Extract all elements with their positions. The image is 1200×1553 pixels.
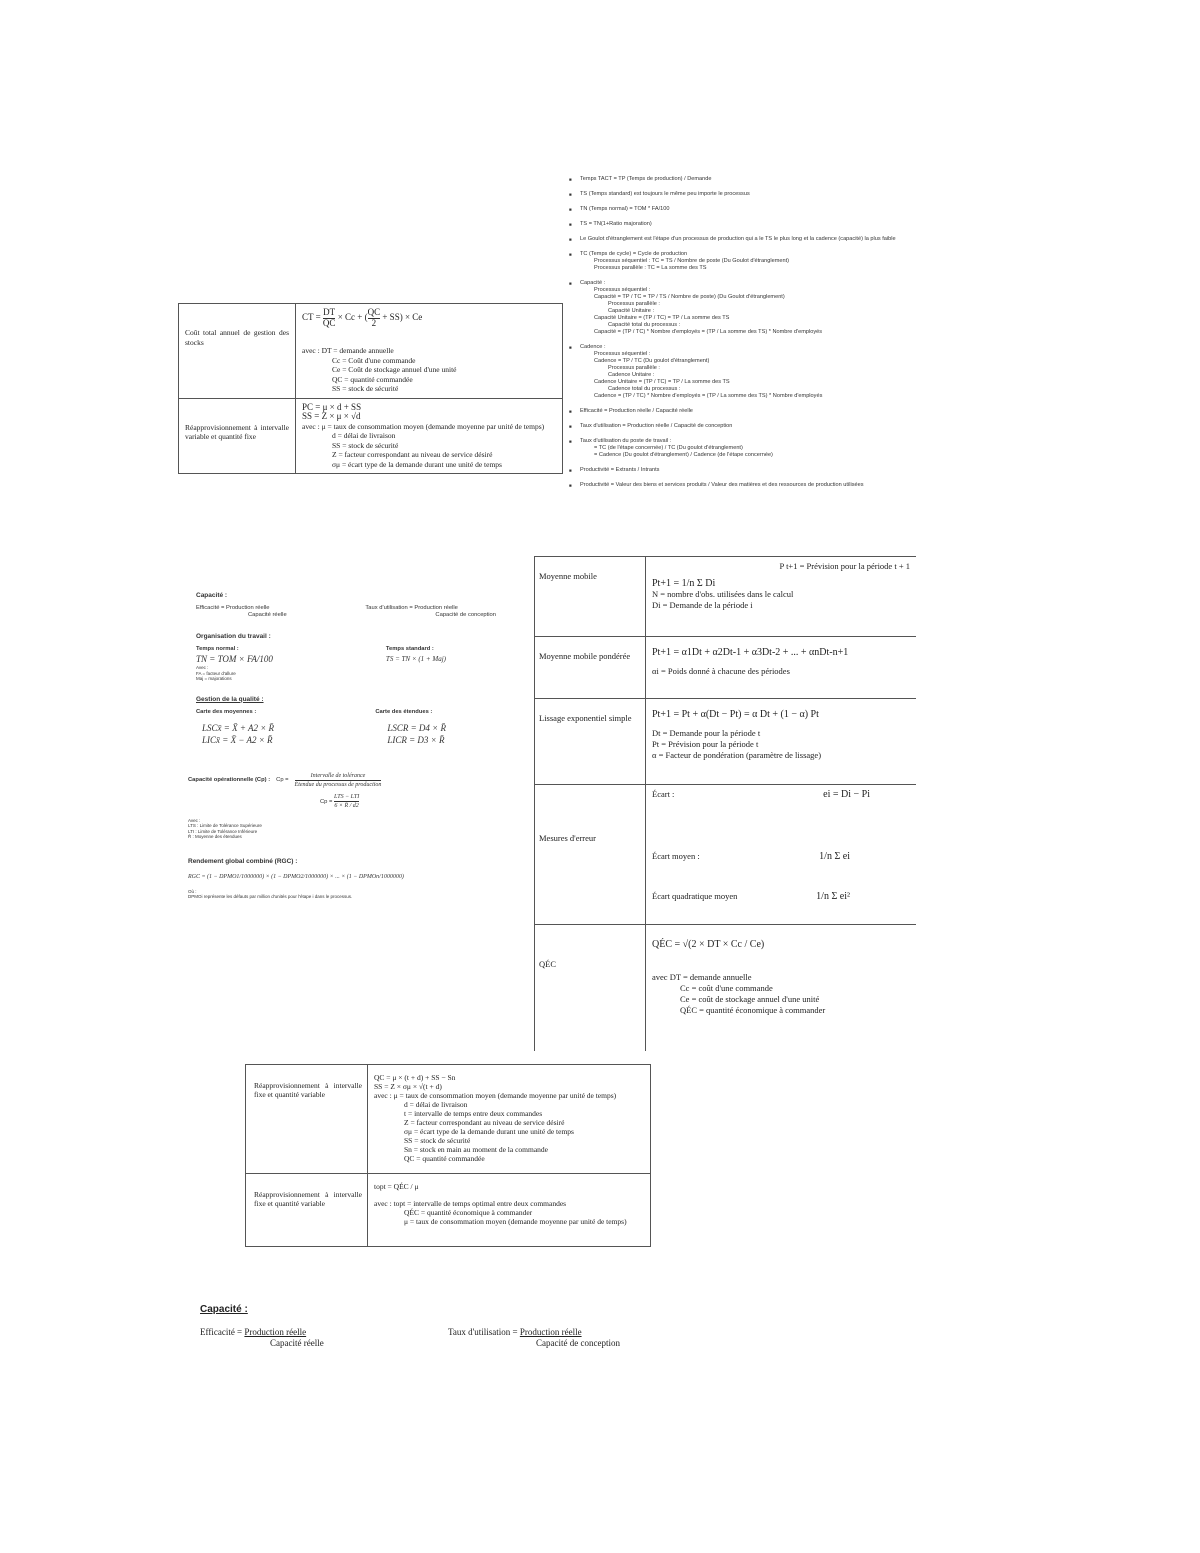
bullet-subitem: Capacité = (TP / TC) * Nombre d'employés = (TP / La somme des TS) * Nombre d'employés — [594, 329, 823, 335]
bullet-item — [580, 251, 916, 272]
row-label-fixed-interval-2: Réapprovisionnement à intervalle fixe et quantité variable — [246, 1174, 368, 1247]
definitions-list — [652, 728, 910, 761]
lcl-range: LICR = D3 × R̄ — [387, 734, 445, 745]
time-formulas — [196, 646, 446, 682]
bullet-subitem: Cadence Unitaire : — [608, 372, 655, 378]
lcl-mean: LICx̄ = X̄ − A2 × R̄ — [202, 734, 273, 745]
bullet-item — [580, 467, 916, 474]
row-label-weighted-moving-average: Moyenne mobile pondérée — [535, 637, 646, 699]
rgc-heading: Rendement global combiné (RGC) : — [188, 857, 298, 865]
cp-label: Cp = — [276, 776, 289, 783]
bullet-subitem: Cadence Unitaire = (TP / TC) = TP / La somme des TS — [594, 379, 730, 385]
bullet-item — [580, 280, 916, 336]
efficiency-label: Efficacité = — [200, 1327, 243, 1337]
frac-den: 2 — [371, 317, 377, 328]
frac-den: QC — [322, 317, 336, 328]
cp-fraction — [289, 772, 382, 789]
definition-line: R̄ : Moyenne des étendues — [188, 834, 242, 839]
bullet-subitem: Capacité = TP / TC = TP / TS / Nombre de poste) (Du Goulot d'étranglement) — [594, 294, 785, 300]
definition-line: Ce = coût de stockage annuel d'une unité — [680, 994, 820, 1004]
avec-line: avec DT = demande annuelle — [652, 972, 752, 982]
capacity-heading: Capacité : — [196, 592, 228, 599]
error-measures-cell — [646, 785, 917, 925]
bullet-item — [580, 236, 916, 243]
definition-line: Pt = Prévision pour la période t — [652, 739, 759, 749]
definitions-list — [188, 823, 526, 840]
definition-line: d = délai de livraison — [332, 431, 396, 440]
standard-time-formula: TS = TN × (1 + Maj) — [385, 655, 446, 663]
avec-label: Avec : — [196, 665, 209, 670]
bullet-subitem: Processus parallèle : — [608, 301, 660, 307]
cc-term: × Cc + — [337, 312, 363, 323]
work-org-heading: Organisation du travail : — [196, 633, 271, 640]
definitions-list — [302, 356, 556, 394]
d-def: Di = Demande de la période i — [652, 600, 753, 610]
bullet-text: ■ TN (Temps normal) = TOM * FA/100 — [580, 206, 670, 212]
bullet-subitem: = Cadence (Du goulot d'étranglement) / Cadence (de l'étape concernée) — [594, 452, 773, 458]
definition-line: QÉC = quantité économique à commander — [404, 1208, 533, 1217]
mean-chart — [196, 709, 274, 746]
definition-line: σμ = écart type de la demande durant une unité de temps — [404, 1127, 574, 1136]
normal-time — [196, 646, 273, 682]
bullet-text: ■ Taux d'utilisation = Production réelle / Capacité de conception — [580, 423, 733, 429]
moving-average-cell — [646, 557, 917, 637]
row-label-fixed-interval: Réapprovisionnement à intervalle fixe et quantité variable — [246, 1065, 368, 1174]
rgc-formula: RGC = (1 − DPMO1/1000000) × (1 − DPMO2/1000000) × ... × (1 − DPMOn/1000000) — [188, 873, 404, 880]
topt-formula: topt = QÉC / μ — [374, 1182, 419, 1191]
stock-management-table — [178, 303, 563, 474]
bullet-subitem: Processus parallèle : TC = La somme des TS — [594, 265, 707, 271]
definition-line: α = Facteur de pondération (paramètre de lissage) — [652, 750, 822, 760]
ss-ce-term: + SS) × Ce — [382, 312, 423, 323]
capability-title: Capacité opérationnelle (Cp) : — [188, 776, 271, 783]
row-label-eoq: QÉC — [535, 925, 646, 1051]
avec-label: Avec : — [188, 817, 201, 823]
quality-heading: Gestion de la qualité : — [196, 695, 264, 703]
bullet-subitem: Processus séquentiel : TC = TS / Nombre de poste (Du Goulot d'étranglement) — [594, 258, 790, 264]
bullet-item — [580, 191, 916, 198]
mse-label: Écart quadratique moyen — [652, 890, 738, 901]
bullet-item — [580, 408, 916, 415]
frac-num: QC — [367, 307, 381, 317]
row-label-error-measures: Mesures d'erreur — [535, 785, 646, 925]
definition-line: QÉC = quantité économique à commander — [680, 1005, 826, 1015]
normal-time-formula: TN = TOM × FA/100 — [196, 654, 273, 664]
frac-num: LTS − LTI — [334, 793, 360, 800]
eoq-formula: QÉC = √(2 × DT × Cc / Ce) — [652, 939, 765, 950]
definition-line: FA = facteur d'allure — [196, 670, 236, 676]
definition-line: Z = facteur correspondant au niveau de service désiré — [332, 450, 493, 459]
bullet-subitem: Cadence = (TP / TC) * Nombre d'employés = (TP / La somme des TS) * Nombre d'employés — [594, 393, 823, 399]
bullet-text: ■ Capacité : — [580, 280, 606, 286]
bullet-item — [580, 221, 916, 228]
qc-formula: QC = μ × (t + d) + SS − Sn — [374, 1073, 456, 1082]
alpha-def: αi = Poids donné à chacune des périodes — [652, 666, 790, 676]
capacity-title: Capacité : — [200, 1304, 248, 1315]
bullet-items — [566, 176, 916, 489]
ss-formula: SS = Z × μ × √d — [302, 411, 361, 421]
bullet-subitem: Processus séquentiel : — [594, 351, 651, 357]
mean-error-formula: 1/n Σ ei — [819, 850, 850, 862]
definition-line: Maj = majorations — [196, 676, 232, 681]
definitions-list — [196, 671, 273, 682]
bullet-subitem: Capacité Unitaire : — [608, 308, 655, 314]
definition-line: SS = stock de sécurité — [332, 440, 399, 450]
bullet-text: ■ Le Goulot d'étranglement est l'étape d'un processus de production qui a le TS le plus long et la cadence (capacité) la plus faible — [580, 236, 896, 242]
utilization — [448, 1327, 620, 1349]
definition-line: t = intervalle de temps entre deux commandes — [404, 1109, 543, 1118]
n-def: N = nombre d'obs. utilisées dans le calcul — [652, 589, 794, 599]
efficiency-denominator: Capacité réelle — [270, 1338, 324, 1348]
definition-line: QC = quantité commandée — [332, 374, 413, 384]
bullet-item — [580, 438, 916, 459]
capacity-formulas — [200, 1327, 620, 1349]
cp-label: Cp = — [320, 798, 333, 805]
bullet-text: ■ Efficacité = Production réelle / Capacité réelle — [580, 408, 693, 414]
forecast-def: P t+1 = Prévision pour la période t + 1 — [779, 561, 910, 571]
utilization-denominator: Capacité de conception — [536, 1338, 620, 1348]
frac-num: Intervalle de tolérance — [295, 772, 382, 781]
efficiency-numerator: Production réelle — [244, 1327, 307, 1337]
row-label-variable-interval: Réapprovisionnement à intervalle variable et quantité fixe — [179, 398, 296, 474]
definition-line: d = délai de livraison — [404, 1100, 468, 1109]
weighted-formula: Pt+1 = α1Dt + α2Dt-1 + α3Dt-2 + ... + αnDt-n+1 — [652, 647, 849, 658]
forecasting-table — [534, 556, 916, 1051]
utilization-numerator: Production réelle — [519, 1327, 582, 1337]
efficiency-formula: Efficacité = Production réelle — [196, 605, 270, 611]
error-label: Écart : — [652, 789, 675, 799]
efficiency — [200, 1327, 324, 1349]
bullet-subitem: = TC (de l'étape concernée) / TC (Du goulot d'étranglement) — [594, 445, 743, 451]
definition-line: Sn = stock en main au moment de la commande — [404, 1145, 548, 1154]
bullet-text: ■ Taux d'utilisation du poste de travail : — [580, 438, 672, 444]
mean-error-label: Écart moyen : — [652, 850, 700, 861]
mean-chart-title: Carte des moyennes : — [196, 708, 257, 715]
ucl-mean: LSCx̄ = X̄ + A2 × R̄ — [202, 722, 275, 733]
dt-over-qc — [323, 308, 336, 328]
bullet-subitem: Capacité total du processus : — [608, 322, 681, 328]
range-chart — [375, 709, 446, 746]
avec-line: avec : μ = taux de consommation moyen (demande moyenne par unité de temps) — [374, 1091, 617, 1100]
definition-line: Cc = coût d'une commande — [680, 983, 773, 993]
bullet-subitem: Capacité Unitaire = (TP / TC) = TP / La somme des TS — [594, 315, 730, 321]
definition-line: Cc = Coût d'une commande — [332, 355, 416, 365]
variable-interval-formula-cell — [296, 398, 563, 474]
capacity-section — [200, 1304, 620, 1349]
optimal-interval-cell — [368, 1174, 651, 1247]
bullet-subitem: Processus parallèle : — [608, 365, 660, 371]
cp-fraction-2 — [334, 793, 359, 810]
bullet-text: ■ TS = TN(1+Ratio majoration) — [580, 221, 652, 227]
definition-line: Z = facteur correspondant au niveau de service désiré — [404, 1118, 565, 1127]
rgc-note-head: Où : — [188, 888, 197, 894]
definition-line: QC = quantité commandée — [404, 1154, 485, 1163]
rgc-note: DPMOi représente les défauts par million d'unités pour l'étape i dans le processus. — [188, 894, 353, 899]
definition-line: σμ = écart type de la demande durant une unité de temps — [332, 459, 502, 469]
bullet-text: ■ Productivité = Extrants / Intrants — [580, 467, 660, 473]
definition-line: Ce = Coût de stockage annuel d'une unité — [332, 365, 457, 374]
avec-line: avec : μ = taux de consommation moyen (demande moyenne par unité de temps) — [302, 421, 545, 431]
utilization — [365, 605, 496, 619]
avec-line: avec : DT = demande annuelle — [302, 346, 394, 355]
definition-line: SS = stock de sécurité — [404, 1136, 471, 1145]
frac-num: DT — [323, 307, 336, 317]
range-chart-title: Carte des étendues : — [375, 708, 433, 715]
bullet-item — [580, 423, 916, 430]
bullet-item — [580, 176, 916, 183]
definitions-list — [302, 431, 556, 469]
bullet-text: ■ TS (Temps standard) est toujours le même peu importe le processus — [580, 191, 750, 197]
mse-row — [652, 879, 910, 913]
moving-average-formula: Pt+1 = 1/n Σ Di — [652, 578, 716, 589]
control-charts — [196, 709, 446, 746]
bullet-subitem: Cadence = TP / TC (Du goulot d'étranglement) — [594, 358, 710, 364]
row-label-exponential-smoothing: Lissage exponentiel simple — [535, 699, 646, 785]
mean-error-row — [652, 833, 910, 879]
capacity-formulas — [196, 605, 496, 619]
efficiency — [196, 605, 287, 619]
bullet-text: ■ TC (Temps de cycle) = Cycle de production — [580, 251, 688, 257]
definition-line: μ = taux de consommation moyen (demande moyenne par unité de temps) — [404, 1217, 627, 1226]
bullet-item — [580, 206, 916, 213]
bullet-text: ■ Productivité = Valeur des biens et services produits / Valeur des matières et des ressources de production utilisées — [580, 482, 864, 488]
exponential-smoothing-cell — [646, 699, 917, 785]
frac-den: Étendue du processus de production — [294, 781, 382, 788]
pc-formula: PC = μ × d + SS — [302, 401, 362, 412]
formula-sheet — [188, 592, 526, 900]
bullet-text: ■ Cadence : — [580, 344, 606, 350]
efficiency-denominator: Capacité réelle — [248, 612, 287, 618]
definition-line: LTI : Limite de Tolérance Inférieure — [188, 828, 258, 834]
capability-row — [188, 772, 526, 789]
definition-line: LTS : Limite de Tolérance Supérieure — [188, 823, 262, 828]
ss-formula: SS = Z × σμ × √(t + d) — [374, 1082, 442, 1091]
standard-time — [386, 646, 446, 682]
error-formula: ei = Di − Pi — [823, 789, 870, 800]
utilization-denominator: Capacité de conception — [435, 612, 496, 618]
avec-line: avec : topt = intervalle de temps optimal entre deux commandes — [374, 1199, 567, 1208]
row-label-moving-average: Moyenne mobile — [535, 557, 646, 637]
definitions-list — [374, 1208, 644, 1226]
utilization-formula: Taux d'utilisation = Production réelle — [365, 605, 458, 611]
cp-formula-2 — [196, 793, 526, 810]
bullet-text: ■ Temps TACT = TP (Temps de production) / Demande — [580, 176, 712, 182]
total-cost-formula-cell — [296, 304, 563, 399]
qc-over-2 — [368, 308, 381, 328]
row-label-total-cost: Coût total annuel de gestion des stocks — [179, 304, 296, 399]
normal-time-title: Temps normal : — [196, 646, 239, 652]
definition-line: SS = stock de sécurité — [332, 384, 399, 393]
bullet-subitem: Processus séquentiel : — [594, 287, 651, 293]
ct-label: CT = — [302, 312, 321, 323]
definitions-list — [652, 983, 910, 1016]
eoq-cell — [646, 925, 917, 1051]
bullet-item — [580, 482, 916, 489]
formula-bullet-list — [566, 176, 916, 497]
bullet-item — [580, 344, 916, 400]
error-row — [652, 789, 910, 833]
mse-formula: 1/n Σ ei² — [816, 890, 850, 902]
frac-den: 6 × R̄ / d2 — [334, 802, 359, 809]
smoothing-formula: Pt+1 = Pt + α(Dt − Pt) = α Dt + (1 − α) Pt — [652, 709, 819, 720]
standard-time-title: Temps standard : — [385, 646, 434, 652]
weighted-moving-average-cell — [646, 637, 917, 699]
definition-line: Dt = Demande pour la période t — [652, 728, 761, 738]
reorder-table — [245, 1064, 651, 1247]
ucl-range: LSCR = D4 × R̄ — [387, 722, 446, 733]
utilization-label: Taux d'utilisation = — [448, 1327, 518, 1337]
fixed-interval-cell — [368, 1065, 651, 1174]
open-paren: ( — [364, 312, 368, 323]
bullet-subitem: Cadence total du processus : — [608, 386, 681, 392]
definitions-list — [374, 1100, 644, 1163]
